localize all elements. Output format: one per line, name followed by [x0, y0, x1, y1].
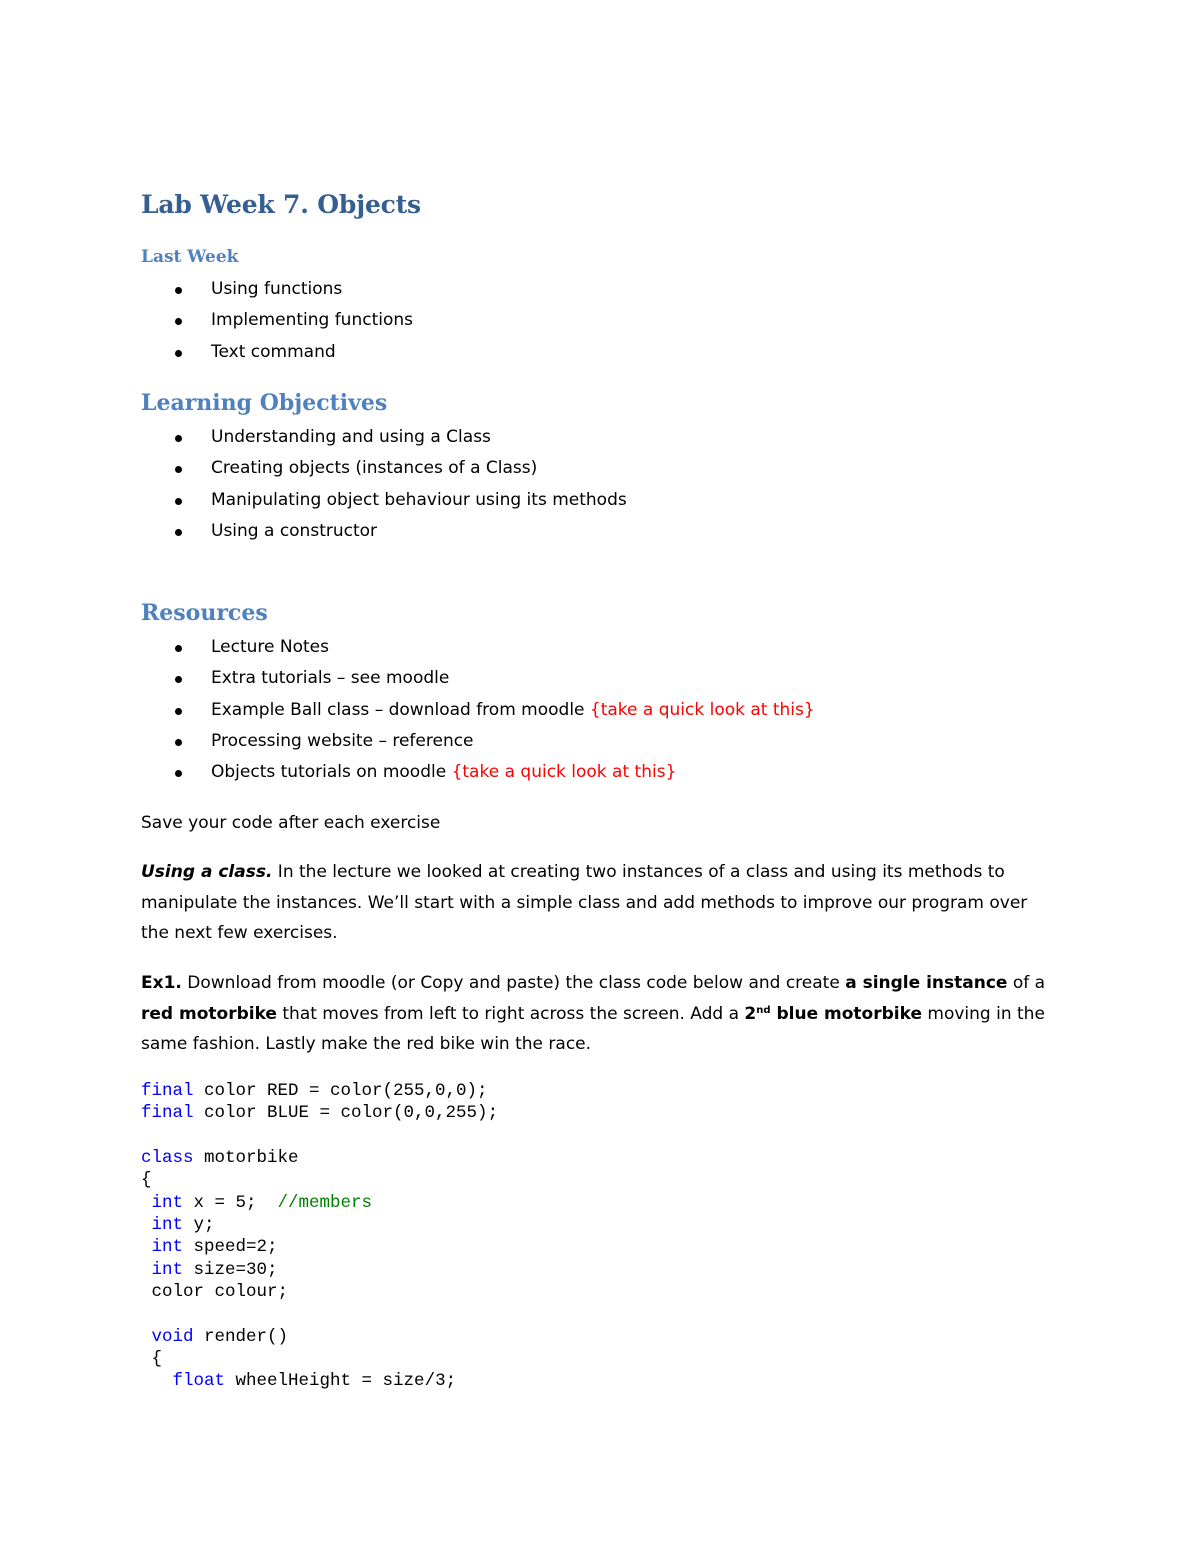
- exercise-label: Ex1.: [141, 973, 182, 993]
- resources-list: [0, 636, 815, 792]
- code-line: void render(): [151, 1326, 289, 1347]
- code-line: [141, 1125, 498, 1148]
- bullet-icon: [175, 466, 182, 473]
- bullet-icon: [175, 645, 182, 652]
- code-line: [141, 1303, 498, 1326]
- list-item: Extra tutorials – see moodle: [0, 667, 815, 698]
- bullet-icon: [175, 435, 182, 442]
- bullet-icon: [175, 498, 182, 505]
- code-line: int size=30;: [151, 1259, 278, 1280]
- highlight-note: {take a quick look at this}: [451, 762, 677, 783]
- last-week-list: [0, 278, 413, 372]
- last-week-heading: Last Week: [141, 247, 239, 267]
- code-line: {: [141, 1349, 163, 1370]
- bullet-icon: [175, 318, 182, 325]
- code-line: final color RED = color(255,0,0);: [141, 1081, 488, 1101]
- exercise-1-paragraph: Ex1. Download from moodle (or Copy and paste) the class code below and create a single instance of a red motorbike that moves from left to right across the screen. Add a 2nd blue motorbike moving in the same fashion. Lastly make the red bike win the race.: [141, 973, 1046, 1054]
- bullet-icon: [175, 708, 182, 715]
- bullet-icon: [175, 676, 182, 683]
- code-line: final color BLUE = color(0,0,255);: [141, 1103, 499, 1124]
- learning-objectives-list: [0, 426, 627, 551]
- save-note: Save your code after each exercise: [141, 813, 441, 833]
- list-item: Understanding and using a Class: [0, 426, 627, 457]
- bullet-icon: [175, 770, 182, 777]
- page-title: Lab Week 7. Objects: [141, 190, 421, 219]
- using-class-lead: Using a class.: [141, 862, 273, 882]
- code-line: int speed=2;: [151, 1237, 278, 1258]
- list-item: Text command: [0, 341, 413, 372]
- list-item: Example Ball class – download from moodle {take a quick look at this}: [0, 699, 815, 730]
- code-block: [141, 1080, 498, 1393]
- code-line: {: [141, 1170, 152, 1191]
- list-item: Lecture Notes: [0, 636, 815, 667]
- using-class-paragraph: Using a class. In the lecture we looked at creating two instances of a class and using its methods to manipulate the instances. We’ll start with a simple class and add methods to improve our program over the next few exercises.: [141, 862, 1028, 943]
- list-item: Processing website – reference: [0, 730, 815, 761]
- bullet-icon: [175, 739, 182, 746]
- learning-objectives-heading: Learning Objectives: [141, 390, 388, 416]
- code-line: color colour;: [141, 1281, 289, 1302]
- bullet-icon: [175, 287, 182, 294]
- list-item: Using a constructor: [0, 520, 627, 551]
- code-line: int y;: [151, 1215, 215, 1236]
- list-item: Objects tutorials on moodle {take a quick look at this}: [0, 761, 815, 792]
- list-item: Manipulating object behaviour using its methods: [0, 489, 627, 520]
- resources-heading: Resources: [141, 600, 268, 626]
- list-item: Implementing functions: [0, 309, 413, 340]
- code-comment: //members: [277, 1192, 373, 1213]
- code-line: float wheelHeight = size/3;: [172, 1371, 457, 1392]
- list-item: Using functions: [0, 278, 413, 309]
- bullet-icon: [175, 350, 182, 357]
- highlight-note: {take a quick look at this}: [589, 699, 815, 720]
- list-item: Creating objects (instances of a Class): [0, 457, 627, 488]
- code-line: int x = 5; //members: [151, 1192, 373, 1213]
- code-line: class motorbike: [141, 1148, 299, 1169]
- bullet-icon: [175, 529, 182, 536]
